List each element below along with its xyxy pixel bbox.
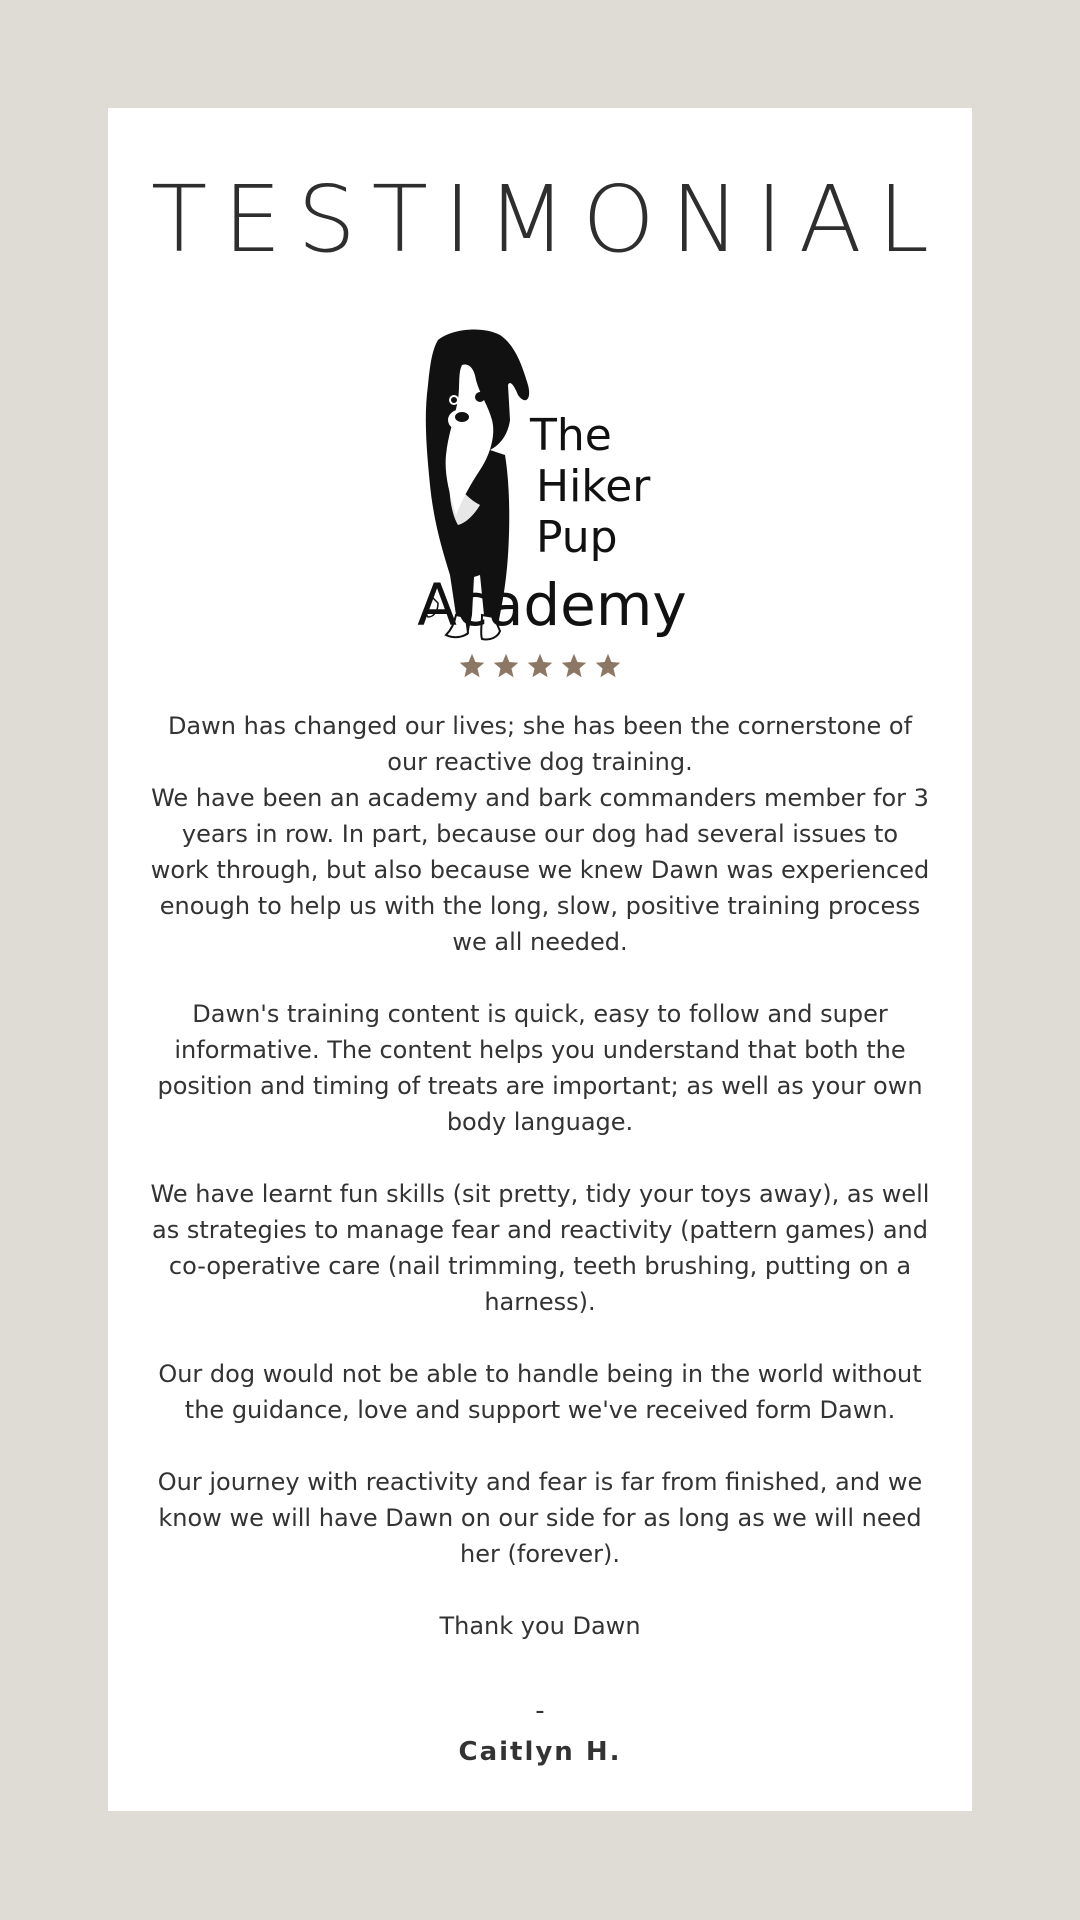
paragraph: Dawn has changed our lives; she has been the cornerstone of our reactive dog training. [167,712,913,776]
paragraph: We have learnt fun skills (sit pretty, tidy your toys away), as well as strategies to manage fear and reactivity (pattern games) and co-operative care (nail trimming, teeth brushing, putting on a harness). [150,1180,930,1316]
logo-line-pup: Pup [536,512,618,563]
logo-academy: Academy [417,571,687,639]
paragraph: Our dog would not be able to handle being in the world without the guidance, love and support we've received form Dawn. [158,1360,922,1424]
closing-line: Thank you Dawn [439,1612,641,1640]
logo-name [530,410,650,563]
logo-line-hiker: Hiker [536,461,651,512]
author-name: Caitlyn H. [458,1737,622,1767]
testimonial-body [150,708,930,1644]
paragraph: Dawn's training content is quick, easy to follow and super informative. The content helps you understand that both the position and timing of treats are important; as well as your own body language. [157,1000,923,1136]
star-icon [492,652,520,680]
paragraph: Our journey with reactivity and fear is far from finished, and we know we will have Dawn on our side for as long as we will need her (forever). [157,1468,923,1568]
page-title: TESTIMONIAL [151,166,945,273]
paragraph: We have been an academy and bark commanders member for 3 years in row. In part, because our dog had several issues to work through, but also because we knew Dawn was experienced enough to help us with the long, slow, positive training process we all needed. [150,784,930,956]
logo-line-the: The [530,410,612,461]
star-icon [526,652,554,680]
star-icon [458,652,486,680]
signature-dash: - [535,1696,545,1726]
star-icon [560,652,588,680]
star-rating [0,652,1080,692]
star-icon [594,652,622,680]
